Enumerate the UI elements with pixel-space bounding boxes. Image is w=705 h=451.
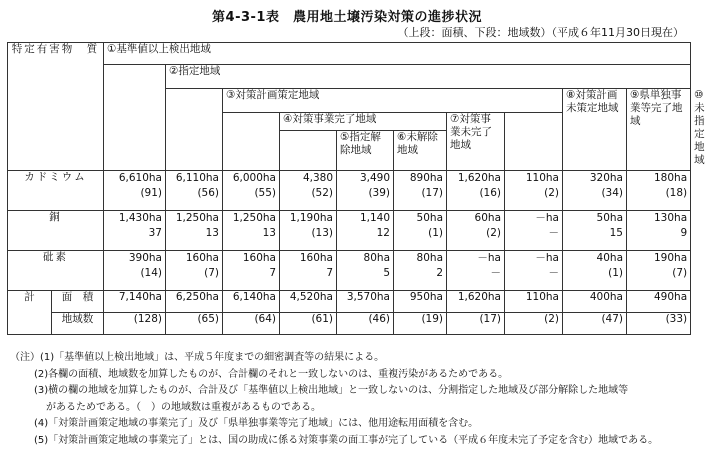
table-cell: 6,000ha (55) [223, 171, 280, 211]
table-cell: 7,140ha [104, 291, 166, 313]
pollution-table: 特定有害物 質 ①基準値以上検出地域 ②指定地域 ③対策計画策定地域 ⑧対策計画未策定地域 ⑨県単独事業等完了地域 ⑩未指定地域 ④対策事業完了地域 ⑦対策事業未完了地域 ⑤指定解除地域 ⑥未解除地域 カドミウム 6,610ha (91) 6,110ha (56) 6,000ha (55) 4,380 (52) 3,490 (39) 890ha (17) 1,620ha (16) 110ha (2) 320ha (34) 180ha (18) 銅 1,430ha 37 1,250ha 13 1,250ha 13 1,190ha (13) 1,140 12 50ha (1) 60ha (2) －ha － 50ha 15 130ha 9 砒素 390ha (14) 160ha (7) 160ha 7 160ha 7 80ha 5 80ha 2 －ha － －ha － 40ha (1) 190ha (7) 計 面 積 7,140ha 6,250ha 6,140ha 4,520ha 3,570ha 950ha 1,620ha 110ha 400ha 490ha 地域数 (128) (65) (64) (61) (46) (19) (17) (2) (47) (33) [7, 42, 691, 335]
table-cell: 3,490 (39) [337, 171, 394, 211]
table-cell: 40ha (1) [563, 251, 627, 291]
note-2: (2)各欄の面積、地域数を加算したものが、合計欄のそれと一致しないのは、重複汚染があるためである。 [34, 368, 509, 380]
note-4: (4)「対策計画策定地域の事業完了」及び「県単独事業等完了地域」には、他用途転用面積を含む。 [34, 418, 479, 429]
substance-header: 特定有害物 質 [8, 43, 104, 171]
total-area-label: 面 積 [52, 291, 104, 313]
table-cell: 320ha (34) [563, 171, 627, 211]
table-cell: (128) [104, 313, 166, 335]
table-cell: 950ha [394, 291, 447, 313]
total-label: 計 [8, 291, 52, 335]
table-cell: 6,140ha [223, 291, 280, 313]
row-name: 砒素 [8, 251, 104, 291]
note-3-cont: があるためである。（ ）の地域数は重複があるものである。 [46, 401, 321, 413]
col4-header: ④対策事業完了地域 [280, 113, 447, 131]
col1-header: ①基準値以上検出地域 [104, 43, 691, 65]
col7-header: ⑦対策事業未完了地域 [447, 113, 505, 171]
table-cell: 1,250ha 13 [166, 211, 223, 251]
table-cell: 50ha 15 [563, 211, 627, 251]
table-cell: 890ha (17) [394, 171, 447, 211]
table-row [8, 211, 691, 251]
col2-header: ②指定地域 [166, 65, 691, 89]
col6-header: ⑥未解除地域 [394, 131, 447, 171]
table-cell: 130ha 9 [627, 211, 691, 251]
table-cell: 1,620ha [447, 291, 505, 313]
row-name: 銅 [8, 211, 104, 251]
note-3: (3)横の欄の地域を加算したものが、合計及び「基準値以上検出地域」と一致しないのは、分割指定した地域及び部分解除した地域等 [34, 385, 629, 396]
table-cell: －ha － [447, 251, 505, 291]
table-cell: 3,570ha [337, 291, 394, 313]
table-cell: 180ha (18) [627, 171, 691, 211]
col8-header: ⑧対策計画未策定地域 [563, 89, 627, 171]
table-cell: 6,250ha [166, 291, 223, 313]
table-cell: 110ha (2) [505, 171, 563, 211]
table-cell: 80ha 5 [337, 251, 394, 291]
table-row [8, 251, 691, 291]
table-cell: 4,380 (52) [280, 171, 337, 211]
table-cell: (17) [447, 313, 505, 335]
table-cell: 160ha 7 [223, 251, 280, 291]
table-cell: (65) [166, 313, 223, 335]
table-cell: 50ha (1) [394, 211, 447, 251]
total-count-label: 地域数 [52, 313, 104, 335]
table-subtitle: （上段：面積、下段：地域数）（平成６年11月30日現在） [397, 26, 684, 39]
col3-spacer [223, 113, 280, 171]
total-area-row [8, 291, 691, 313]
table-cell: 190ha (7) [627, 251, 691, 291]
table-cell: 80ha 2 [394, 251, 447, 291]
table-cell: 1,620ha (16) [447, 171, 505, 211]
table-cell: 110ha [505, 291, 563, 313]
table-cell: 6,110ha (56) [166, 171, 223, 211]
table-cell: (46) [337, 313, 394, 335]
row-name: カドミウム [8, 171, 104, 211]
col9-header: ⑨県単独事業等完了地域 [627, 89, 691, 171]
note-1: （注）(1)「基準値以上検出地域」は、平成５年度までの細密調査等の結果による。 [10, 352, 385, 363]
table-title: 第4-3-1表 農用地土壌汚染対策の進捗状況 [212, 10, 482, 25]
table-cell: 400ha [563, 291, 627, 313]
table-cell: 160ha 7 [280, 251, 337, 291]
table-cell: 390ha (14) [104, 251, 166, 291]
table-cell: (47) [563, 313, 627, 335]
table-cell: 1,430ha 37 [104, 211, 166, 251]
table-cell: 4,520ha [280, 291, 337, 313]
note-5: (5)「対策計画策定地域の事業完了」とは、国の助成に係る対策事業の面工事が完了している（平成６年度未完了予定を含む）地域である。 [34, 434, 659, 446]
table-cell: (61) [280, 313, 337, 335]
table-cell: (33) [627, 313, 691, 335]
table-cell: －ha － [505, 211, 563, 251]
table-cell: (19) [394, 313, 447, 335]
col5-header: ⑤指定解除地域 [337, 131, 394, 171]
table-cell: (64) [223, 313, 280, 335]
table-cell: 160ha (7) [166, 251, 223, 291]
table-cell: 1,190ha (13) [280, 211, 337, 251]
table-cell: 1,250ha 13 [223, 211, 280, 251]
table-cell: 6,610ha (91) [104, 171, 166, 211]
table-cell: (2) [505, 313, 563, 335]
col1-spacer [104, 65, 166, 171]
total-count-row [8, 313, 691, 335]
table-cell: －ha － [505, 251, 563, 291]
col3-header: ③対策計画策定地域 [223, 89, 563, 113]
col2-spacer [166, 89, 223, 171]
table-cell: 60ha (2) [447, 211, 505, 251]
col4-spacer [280, 131, 337, 171]
table-cell: 490ha [627, 291, 691, 313]
table-cell: 1,140 12 [337, 211, 394, 251]
notes [10, 350, 690, 449]
table-row [8, 171, 691, 211]
